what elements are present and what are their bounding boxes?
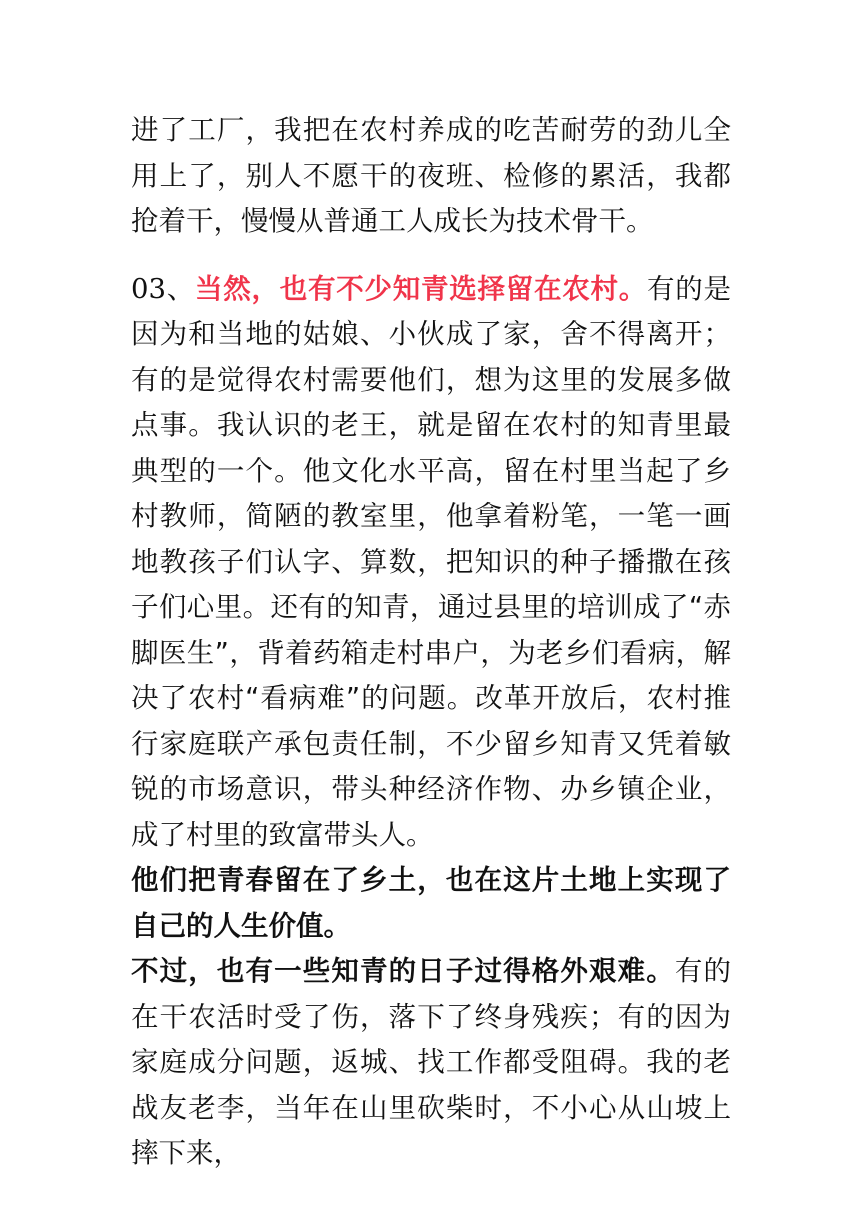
article-body	[131, 108, 731, 1177]
paragraph-factory: 进了工厂，我把在农村养成的吃苦耐劳的劲儿全用上了，别人不愿干的夜班、检修的累活，我都抢着干，慢慢从普通工人成长为技术骨干。	[131, 114, 731, 237]
paragraph-03-stay-in-village	[131, 267, 731, 859]
paragraph-hardship	[131, 949, 731, 1177]
bold-summary-paragraph: 他们把青春留在了乡土，也在这片土地上实现了自己的人生价值。	[131, 864, 731, 942]
bold-lead-sentence: 不过，也有一些知青的日子过得格外艰难。	[131, 955, 675, 987]
section-number: 03、	[131, 272, 195, 305]
paragraph-text: 有的在干农活时受了伤，落下了终身残疾；有的因为家庭成分问题，返城、找工作都受阻碍。我的老战友老李，当年在山里砍柴时，不小心从山坡上摔下来，	[131, 955, 731, 1169]
highlighted-heading: 当然，也有不少知青选择留在农村。	[195, 272, 647, 305]
paragraph-text: 有的是因为和当地的姑娘、小伙成了家，舍不得离开；有的是觉得农村需要他们，想为这里的发展多做点事。我认识的老王，就是留在农村的知青里最典型的一个。他文化水平高，留在村里当起了乡村教师，简陋的教室里，他拿着粉笔，一笔一画地教孩子们认字、算数，把知识的种子播撒在孩子们心里。还有的知青，通过县里的培训成了“赤脚医生”，背着药箱走村串户，为老乡们看病，解决了农村“看病难”的问题。改革开放后，农村推行家庭联产承包责任制，不少留乡知青又凭着敏锐的市场意识，带头种经济作物、办乡镇企业，成了村里的致富带头人。	[131, 272, 731, 851]
